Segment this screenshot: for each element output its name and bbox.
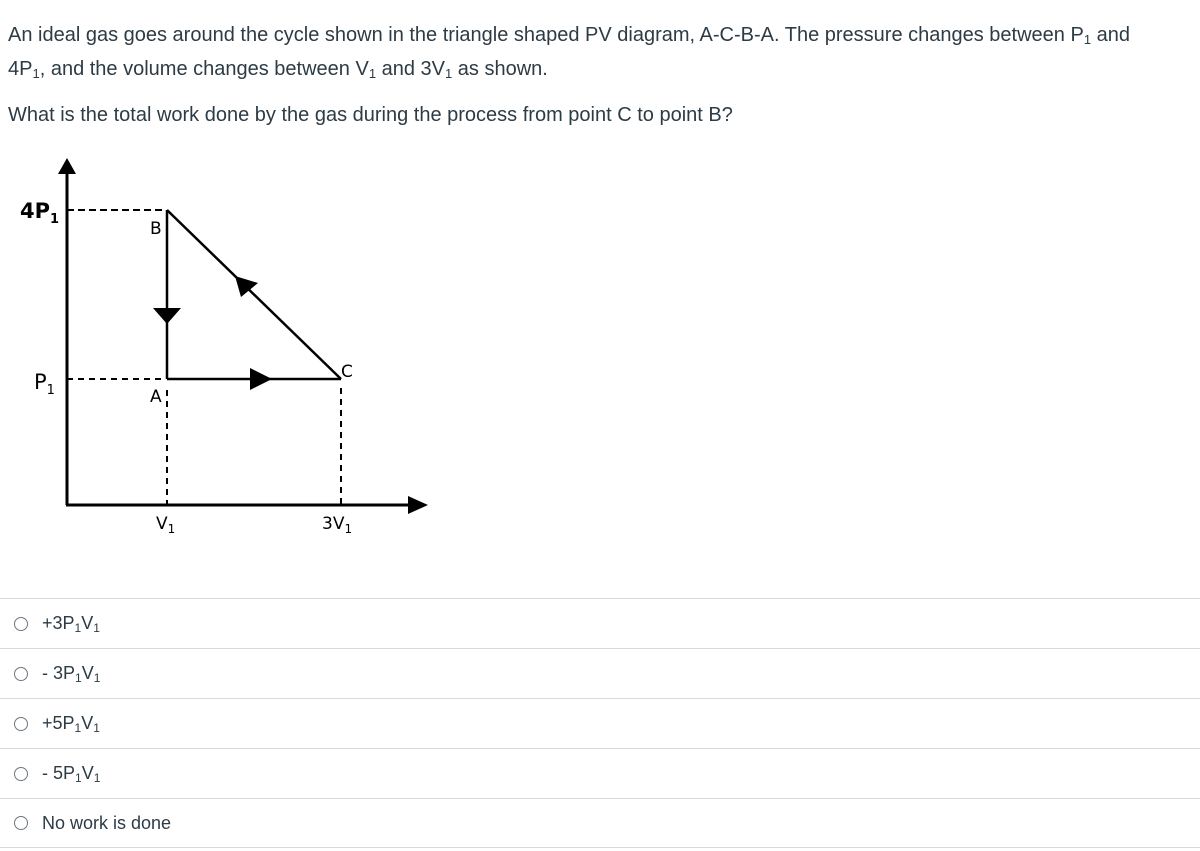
radio-button[interactable] <box>14 816 28 830</box>
arrow-right-icon <box>250 368 272 390</box>
label-4p1: $4P_1$ <box>20 199 60 227</box>
x-axis-arrowhead <box>408 496 428 514</box>
process-c-b <box>167 210 341 379</box>
radio-button[interactable] <box>14 667 28 681</box>
label-point-a: A <box>150 387 162 407</box>
label-point-b: B <box>150 219 162 239</box>
answer-list <box>0 598 1200 848</box>
question-prompt: What is the total work done by the gas during the process from point C to point B? <box>8 104 733 126</box>
pv-diagram <box>0 148 450 558</box>
answer-label[interactable]: - $3P_1V_1$ <box>42 663 101 685</box>
question-text: An ideal gas goes around the cycle shown in the triangle shaped PV diagram, A-C-B-A. The pressure changes between $P_1$ and $4P_1$, and the volume changes between $V_1$ and $3V_1$ as shown. <box>8 24 1130 81</box>
radio-button[interactable] <box>14 767 28 781</box>
radio-button[interactable] <box>14 717 28 731</box>
answer-option[interactable] <box>0 698 1200 748</box>
y-axis-arrowhead <box>58 158 76 174</box>
label-p1: $P_1$ <box>34 370 55 398</box>
answer-option[interactable] <box>0 798 1200 848</box>
answer-option[interactable] <box>0 648 1200 698</box>
arrow-down-icon <box>153 308 181 324</box>
label-v1: $V_1$ <box>156 514 176 536</box>
answer-label[interactable]: - $5P_1V_1$ <box>42 763 101 785</box>
radio-button[interactable] <box>14 617 28 631</box>
answer-label[interactable]: $+3P_1V_1$ <box>42 613 100 635</box>
answer-option[interactable] <box>0 598 1200 648</box>
answer-option[interactable] <box>0 748 1200 798</box>
answer-label[interactable]: $+5P_1V_1$ <box>42 713 100 735</box>
label-point-c: C <box>341 362 353 382</box>
label-3v1: $3V_1$ <box>322 514 353 536</box>
answer-label[interactable]: No work is done <box>42 812 172 833</box>
